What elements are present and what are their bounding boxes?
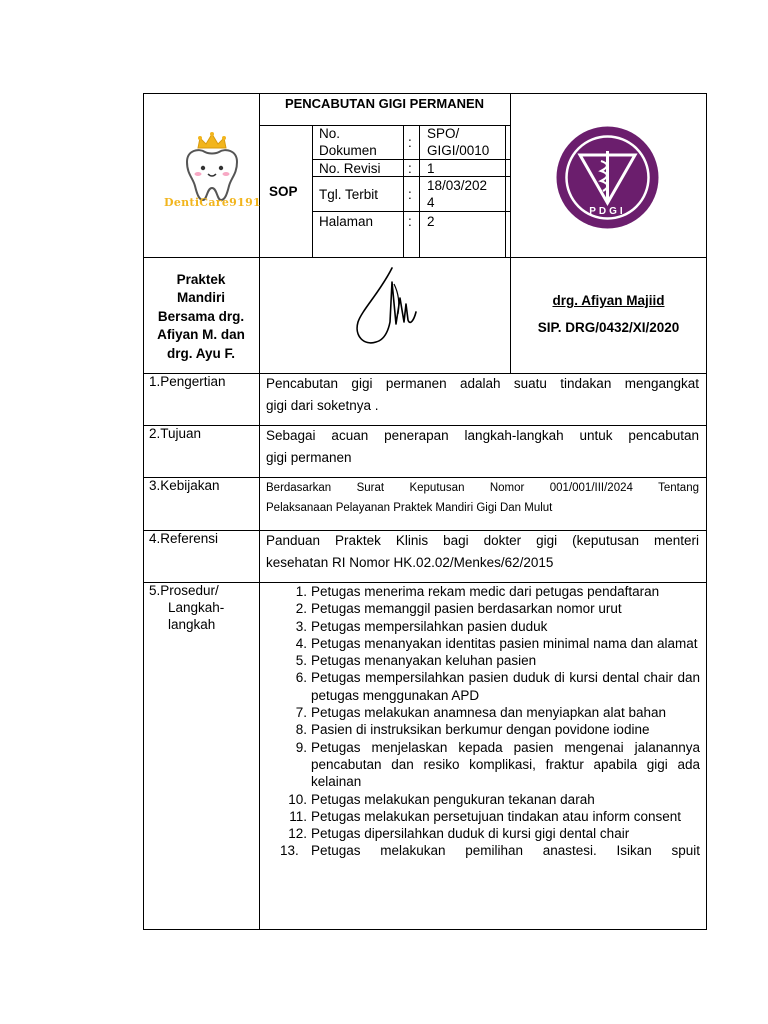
procedure-steps — [280, 583, 700, 860]
field-label-issue-date: Tgl. Terbit — [319, 187, 379, 202]
list-item: 9. Petugas menjelaskan kepada pasien mengenai jalanannya pencabutan dan resiko komplikasi, fraktur apabila gigi ada kelainan — [295, 739, 700, 790]
list-item: 2. Petugas memanggil pasien berdasarkan nomor urut — [295, 601, 622, 617]
section-label: 2.Tujuan — [149, 426, 202, 441]
field-colon: : — [408, 161, 412, 176]
field-value-page: 2 — [427, 214, 435, 229]
divider — [419, 125, 420, 257]
field-value-issue-date: 18/03/202 4 — [427, 178, 488, 210]
procedure-steps-clip — [259, 583, 707, 929]
clinic-name: Praktek Mandiri Bersama drg. Afiyan M. dan drg. Ayu F. — [157, 272, 245, 361]
list-item: 1. Petugas menerima rekam medic dari petugas pendaftaran — [295, 584, 660, 599]
clinic-logo — [165, 128, 260, 218]
section-label: 5.Prosedur/ Langkah- langkah — [149, 583, 225, 632]
signature — [340, 262, 425, 367]
section-content: Panduan Praktek Klinis bagi dokter gigi (keputusan menteri kesehatan RI Nomor HK.02.02/Menkes/62/2015 — [266, 533, 699, 570]
list-item: 13. Petugas melakukan pemilihan anastesi. Isikan spuit — [280, 843, 700, 859]
list-item: 3. Petugas mempersilahkan pasien duduk — [295, 618, 548, 634]
field-label-doc-no: No. Dokumen — [319, 126, 377, 158]
doctor-name: drg. Afiyan Majiid — [552, 293, 665, 308]
list-item: 12. Petugas dipersilahkan duduk di kursi gigi dental chair — [288, 826, 630, 842]
pdgi-logo — [555, 125, 660, 230]
pdgi-text: PDGI — [589, 206, 626, 217]
section-content: Berdasarkan Surat Keputusan Nomor 001/001/III/2024 Tentang Pelaksanaan Pelayanan Praktek Mandiri Gigi Dan Mulut — [266, 482, 699, 514]
list-item: 6. Petugas mempersilahkan pasien duduk di kursi dental chair dan petugas menggunakan APD — [295, 670, 700, 703]
field-label-revision: No. Revisi — [319, 161, 381, 176]
list-item: 10. Petugas melakukan pengukuran tekanan darah — [288, 791, 595, 807]
section-label: 4.Referensi — [149, 531, 219, 546]
list-item: 7. Petugas melakukan anamnesa dan menyiapkan alat bahan — [295, 705, 666, 721]
document-title: PENCABUTAN GIGI PERMANEN — [284, 96, 485, 111]
divider — [403, 125, 404, 257]
section-content: Sebagai acuan penerapan langkah-langkah untuk pencabutan gigi permanen — [266, 428, 699, 465]
section-label: 3.Kebijakan — [149, 478, 220, 493]
divider — [505, 125, 506, 257]
section-label: 1.Pengertian — [149, 374, 226, 389]
field-colon: : — [408, 187, 412, 202]
field-label-page: Halaman — [319, 214, 374, 229]
doctor-sip: SIP. DRG/0432/XI/2020 — [537, 320, 680, 335]
divider — [312, 211, 510, 212]
logo-text: DentiCare9191 — [164, 196, 261, 209]
list-item: 4. Petugas menanyakan identitas pasien minimal nama dan alamat — [295, 635, 698, 651]
divider — [312, 125, 313, 257]
handwritten-signature-icon — [340, 262, 425, 367]
sop-label: SOP — [269, 184, 298, 199]
section-content: Pencabutan gigi permanen adalah suatu tindakan mengangkat gigi dari soketnya . — [266, 376, 699, 413]
field-value-revision: 1 — [427, 161, 435, 176]
divider — [143, 257, 707, 258]
list-item: 8. Pasien di instruksikan berkumur dengan povidone iodine — [295, 722, 650, 738]
list-item: 5. Petugas menanyakan keluhan pasien — [295, 653, 537, 669]
field-colon: : — [408, 214, 412, 229]
field-value-doc-no: SPO/ GIGI/0010 — [427, 126, 490, 158]
list-item: 11. Petugas melakukan persetujuan tindakan atau inform consent — [289, 808, 681, 824]
field-colon: : — [408, 135, 412, 150]
